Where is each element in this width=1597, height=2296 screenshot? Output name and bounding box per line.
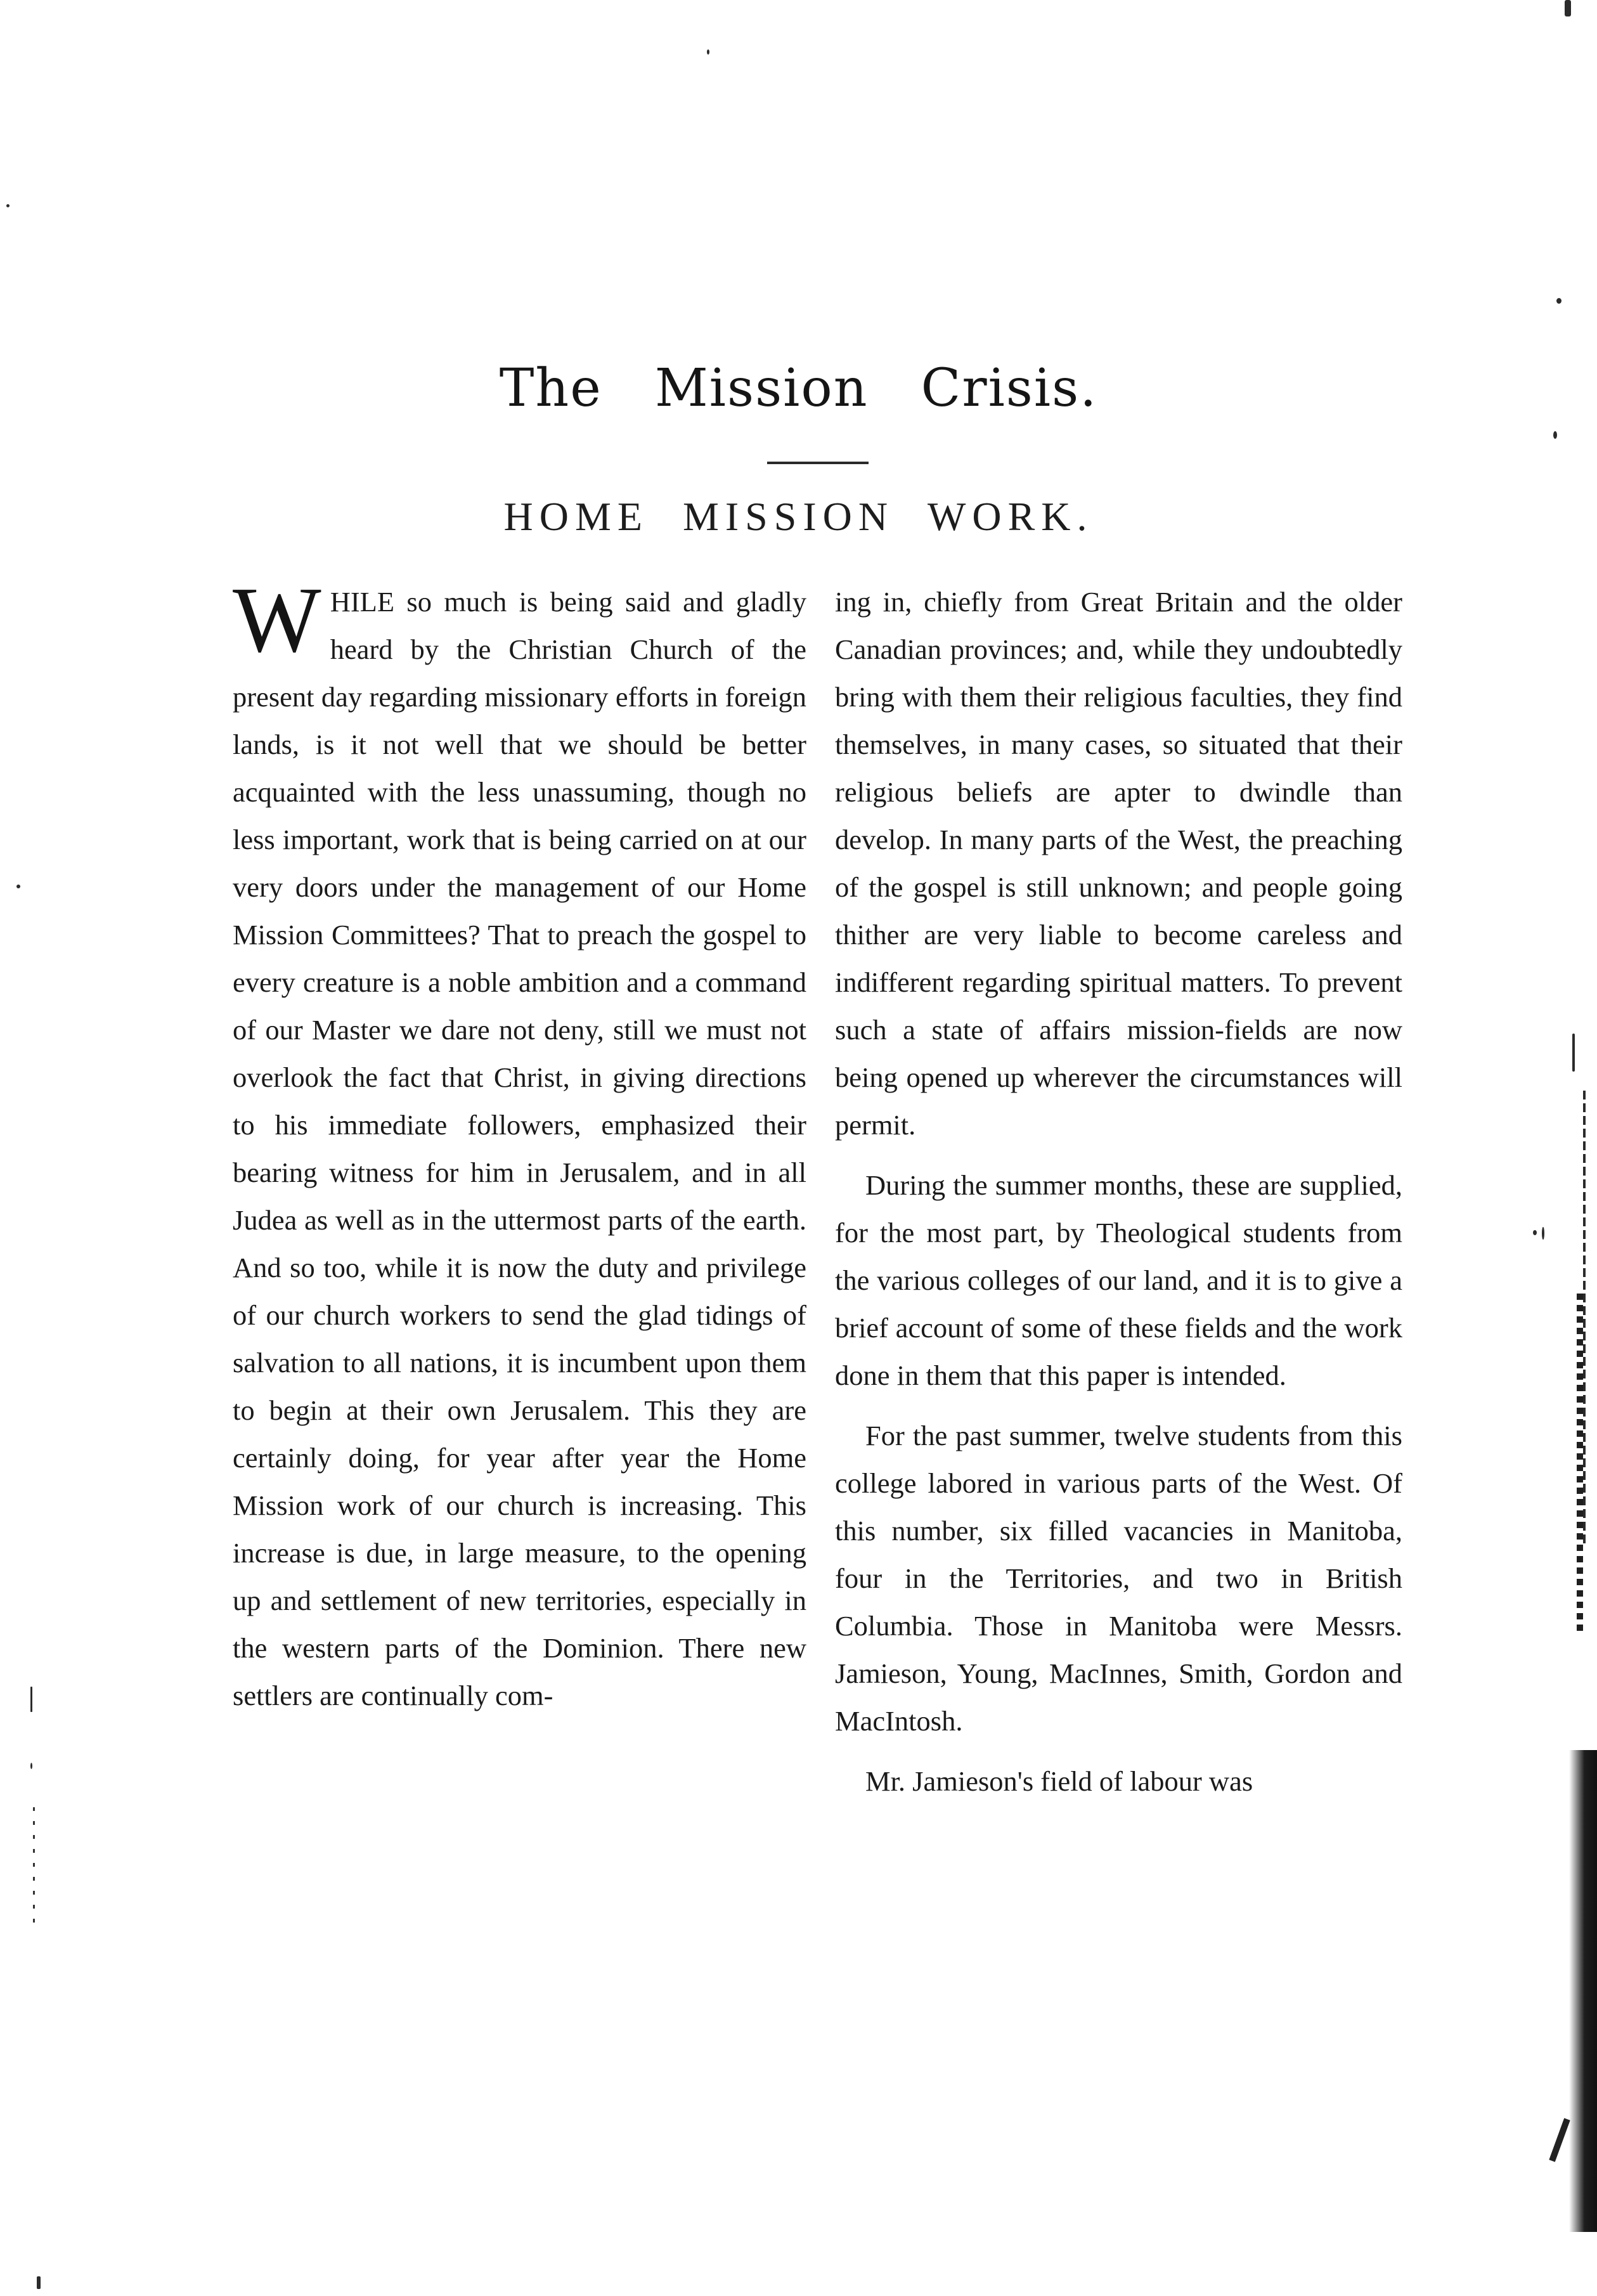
- scan-speck: [1553, 431, 1557, 439]
- scan-speck: [30, 1687, 32, 1712]
- scan-speck: [33, 1807, 35, 1928]
- students-paragraph: For the past summer, twelve students from this college labored in various parts of the West. Of this number, six filled vacancies in Manitoba, four in the Territories, and two in British Columbia. Those in Manitoba were Messrs. Jamieson, Young, MacInnes, Smith, Gordon and MacIntosh.: [835, 1420, 1402, 1737]
- left-text-column: [233, 568, 806, 1732]
- summer-months-paragraph: During the summer months, these are supplied, for the most part, by Theological students from the various colleges of our land, and it is to give a brief account of some of these fields and the work done in them that this paper is intended.: [835, 1169, 1402, 1391]
- scan-speck: [707, 49, 709, 55]
- page-edge-shadow: [1537, 1053, 1597, 2295]
- scan-speck: [16, 885, 20, 888]
- edge-shadow-segment: [1577, 1294, 1583, 1636]
- scan-speck: [30, 1763, 32, 1769]
- opening-paragraph-text: HILE so much is being said and gladly heard by the Christian Church of the present day regarding missionary efforts in foreign lands, is it not well that we should be better acquainted with the less unassuming, though no less important, work that is being carried on at our very doors under the management of our Home Mission Committees? That to preach the gospel to every creature is a noble ambition and a command of our Master we dare not deny, still we must not overlook the fact that Christ, in giving directions to his immediate followers, emphasized their bearing witness for him in Jerusalem, and in all Judea as well as in the uttermost parts of the earth. And so too, while it is now the duty and privilege of our church workers to send the glad tidings of salvation to all nations, it is incumbent upon them to begin at their own Jerusalem. This they are certainly doing, for year after year the Home Mission work of our church is increasing. This increase is due, in large measure, to the opening up and settlement of new territories, especially in the western parts of the Dominion. There new settlers are continually com-: [233, 586, 806, 1711]
- right-text-column: [835, 578, 1402, 1818]
- article-subtitle: HOME MISSION WORK.: [503, 494, 1094, 539]
- edge-shadow-segment: [1549, 2118, 1570, 2162]
- continued-paragraph: ing in, chiefly from Great Britain and the older Canadian provinces; and, while they undoubtedly bring with them their religious faculties, they find themselves, in many cases, so situated that their religious beliefs are apter to dwindle than develop. In many parts of the West, the preaching of the gospel is still unknown; and people going thither are very liable to become careless and indifferent regarding spiritual matters. To prevent such a state of affairs mission-fields are now being opened up wherever the circumstances will permit.: [835, 586, 1402, 1141]
- scan-speck: [1533, 1230, 1537, 1235]
- article-title: The Mission Crisis.: [499, 358, 1098, 418]
- opening-paragraph: [233, 568, 806, 1720]
- edge-shadow-segment: [1583, 1091, 1586, 1547]
- scan-speck: [37, 2276, 41, 2289]
- title-divider-rule: [767, 462, 869, 464]
- jamieson-paragraph: Mr. Jamieson's field of labour was: [865, 1765, 1253, 1797]
- scan-speck: [1565, 0, 1571, 16]
- edge-shadow-segment: [1569, 1750, 1597, 2232]
- drop-cap-letter: W: [233, 568, 321, 672]
- scan-speck: [6, 204, 10, 207]
- scan-speck: [1556, 298, 1561, 304]
